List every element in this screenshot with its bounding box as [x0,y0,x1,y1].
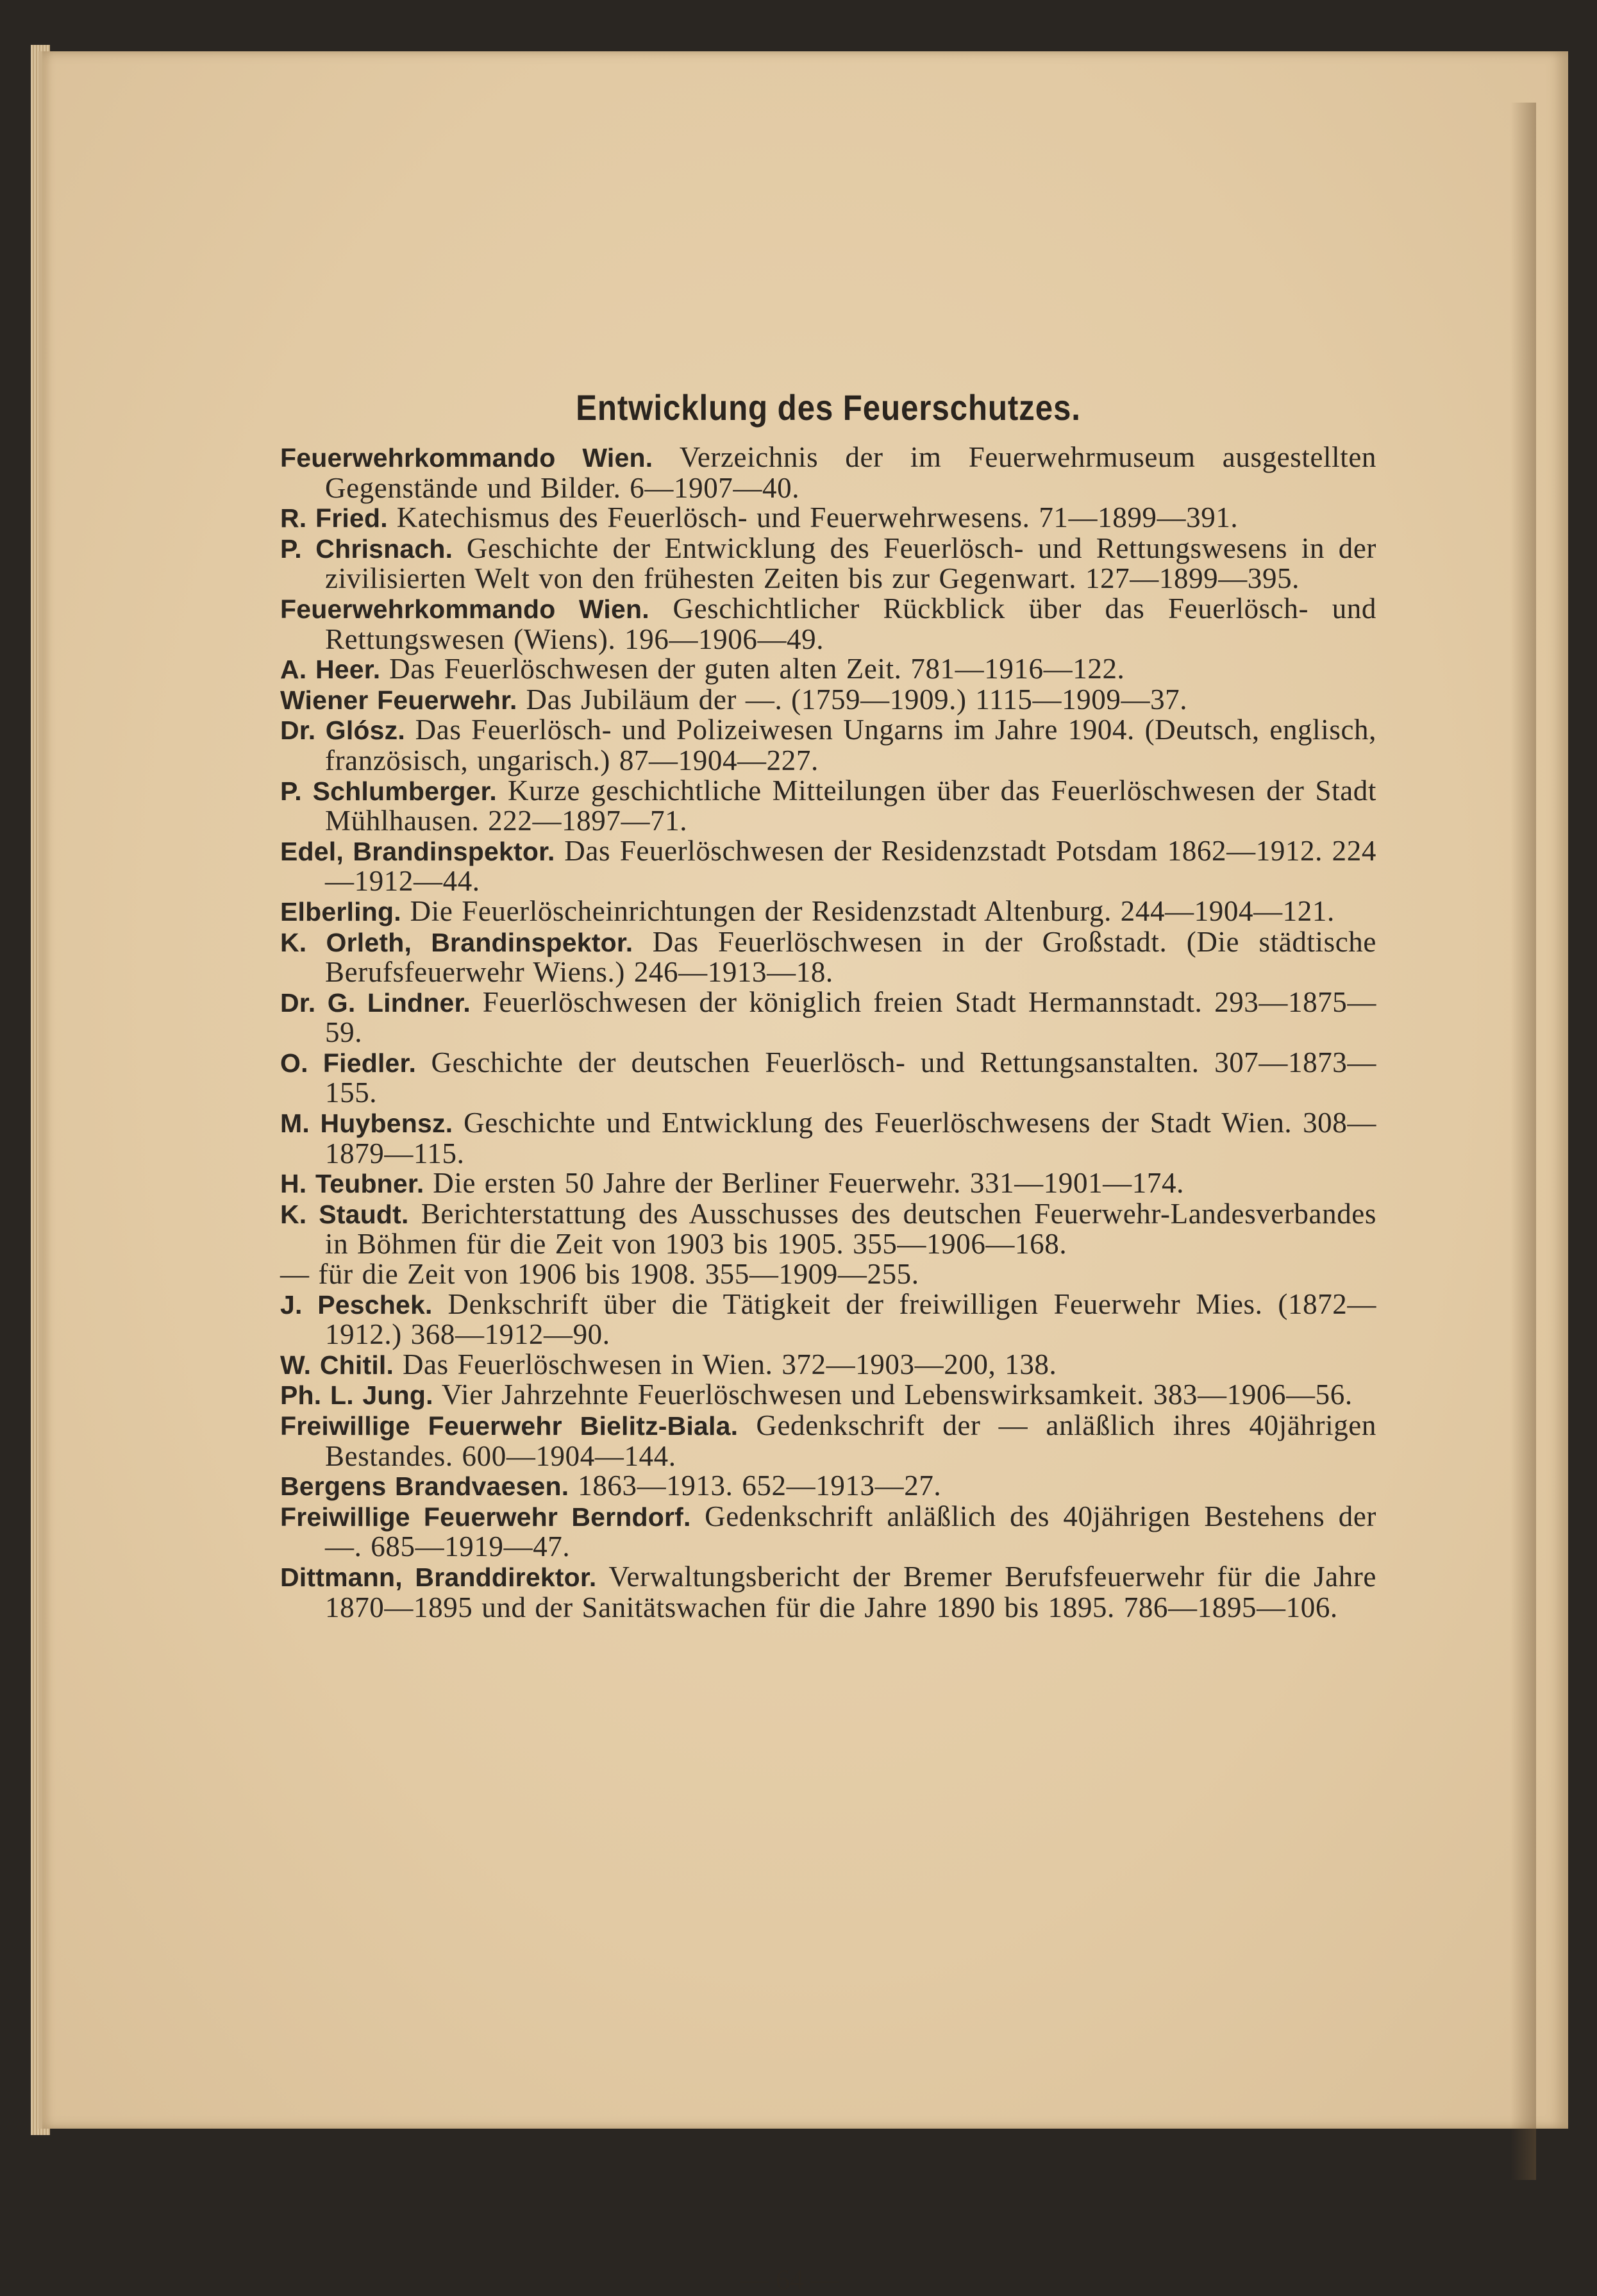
entry-text: Das Feuerlöschwesen der guten alten Zeit. 781—1916—122. [389,653,1125,685]
bibliography-entry [280,654,1376,685]
bibliography-entry [280,1108,1376,1168]
bibliography-entry [280,1471,1376,1502]
entry-text: Geschichte der deutschen Feuerlösch- und Rettungsanstalten. 307—1873—155. [325,1046,1376,1109]
entry-text: Denkschrift über die Tätigkeit der freiwilligen Feuerwehr Mies. (1872—1912.) 368—1912—90. [325,1287,1377,1351]
entry-author: R. Fried. [280,503,388,533]
bibliography-entry [280,1411,1376,1471]
bibliography-entry [280,776,1376,836]
bibliography-entry [280,1289,1376,1350]
entry-text: Gedenkschrift der — anläßlich ihres 40jährigen Bestandes. 600—1904—144. [325,1409,1376,1472]
bibliography-entry [280,1199,1376,1259]
entry-author: O. Fiedler. [280,1048,417,1078]
entry-text: Das Feuerlöschwesen der Residenzstadt Potsdam 1862—1912. 224—1912—44. [325,834,1376,898]
entry-text: Katechismus des Feuerlösch- und Feuerwehrwesens. 71—1899—391. [396,501,1239,534]
entry-text: Verwaltungsbericht der Bremer Berufsfeuerwehr für die Jahre 1870—1895 und der Sanitätswachen für die Jahre 1890 bis 1895. 786—1895—106. [325,1560,1376,1623]
entry-text: Berichterstattung des Ausschusses des deutschen Feuerwehr-Landesverbandes in Böhmen für die Zeit von 1903 bis 1905. 355—1906—168. [325,1197,1376,1261]
entry-author: P. Schlumberger. [280,776,497,806]
entry-text: Die Feuerlöscheinrichtungen der Residenzstadt Altenburg. 244—1904—121. [410,894,1335,927]
bibliography-entry [280,896,1376,927]
bibliography-entry [280,1562,1376,1622]
entry-author: Dr. G. Lindner. [280,987,471,1018]
entry-author: Feuerwehrkommando Wien. [280,443,653,473]
bibliography-entry [280,1048,1376,1108]
entry-author: H. Teubner. [280,1169,424,1199]
entry-author: Freiwillige Feuerwehr Bielitz-Biala. [280,1411,739,1441]
entry-author: Feuerwehrkommando Wien. [280,594,649,624]
entry-text: Das Feuerlöschwesen in Wien. 372—1903—200, 138. [402,1348,1057,1380]
entry-author: W. Chitil. [280,1350,394,1380]
entry-author: Edel, Brandinspektor. [280,836,555,866]
entry-text: Geschichte und Entwicklung des Feuerlöschwesens der Stadt Wien. 308—1879—115. [325,1107,1376,1169]
bibliography-entry [280,1380,1376,1411]
bibliography-entry [280,442,1376,503]
entry-author: P. Chrisnach. [280,533,453,564]
entry-author: Wiener Feuerwehr. [280,685,517,715]
entry-author: Elberling. [280,896,401,926]
entry-text: Das Feuerlösch- und Polizeiwesen Ungarns im Jahre 1904. (Deutsch, englisch, französisch, ungarisch.) 87—1904—227. [325,714,1376,776]
entry-text: Geschichte der Entwicklung des Feuerlösch- und Rettungswesens in der zivilisierten Welt von den frühesten Zeiten bis zur Gegenwart. 127—1899—395. [325,532,1376,595]
bibliography-entry [280,1168,1376,1199]
bibliography-entry [280,1350,1376,1380]
entry-author: K. Orleth, Brandinspektor. [280,927,633,957]
entry-text: Die ersten 50 Jahre der Berliner Feuerwehr. 331—1901—174. [433,1167,1184,1200]
bibliography-entry [280,533,1376,594]
entry-text: 1863—1913. 652—1913—27. [578,1470,942,1502]
bibliography-entry [280,836,1376,896]
entry-author: M. Huybensz. [280,1109,453,1139]
entry-text: Vier Jahrzehnte Feuerlöschwesen und Lebenswirksamkeit. 383—1906—56. [441,1378,1353,1411]
entry-author: Dr. Glósz. [280,716,405,746]
bibliography-entry [280,503,1376,533]
entry-text: Das Jubiläum der —. (1759—1909.) 1115—1909—37. [526,683,1188,716]
bibliography-entry [280,987,1376,1048]
entry-text: Kurze geschichtliche Mitteilungen über das Feuerlöschwesen der Stadt Mühlhausen. 222—1897—71. [325,774,1376,837]
entry-text: Geschichtlicher Rückblick über das Feuerlösch- und Rettungswesen (Wiens). 196—1906—49. [325,592,1376,655]
entry-author: Dittmann, Branddirektor. [280,1562,597,1592]
bibliography-entry [280,685,1376,716]
bibliography-entry [280,594,1376,654]
bibliography-list [280,442,1376,1622]
entry-text: Feuerlöschwesen der königlich freien Stadt Hermannstadt. 293—1875—59. [325,985,1376,1049]
page-number: — 64 — [740,2264,839,2295]
page-content [280,385,1377,2295]
page-title: Entwicklung des Feuerschutzes. [576,387,1081,428]
entry-author: J. Peschek. [280,1289,433,1320]
bibliography-entry [280,1259,1376,1289]
spine-shadow [1510,103,1536,2180]
entry-author: Bergens Brandvaesen. [280,1471,569,1502]
entry-text: — für die Zeit von 1906 bis 1908. 355—1909—255. [280,1258,919,1291]
entry-author: K. Staudt. [280,1199,409,1229]
bibliography-entry [280,927,1376,987]
entry-text: Verzeichnis der im Feuerwehrmuseum ausgestellten Gegenstände und Bilder. 6—1907—40. [325,441,1377,504]
bibliography-entry [280,715,1376,775]
entry-text: Das Feuerlöschwesen in der Großstadt. (Die städtische Berufsfeuerwehr Wiens.) 246—1913—18. [325,925,1376,989]
entry-author: Freiwillige Feuerwehr Berndorf. [280,1502,691,1532]
entry-text: Gedenkschrift anläßlich des 40jährigen Bestehens der —. 685—1919—47. [325,1500,1376,1563]
bibliography-entry [280,1502,1376,1562]
entry-author: A. Heer. [280,655,381,685]
entry-author: Ph. L. Jung. [280,1380,433,1411]
